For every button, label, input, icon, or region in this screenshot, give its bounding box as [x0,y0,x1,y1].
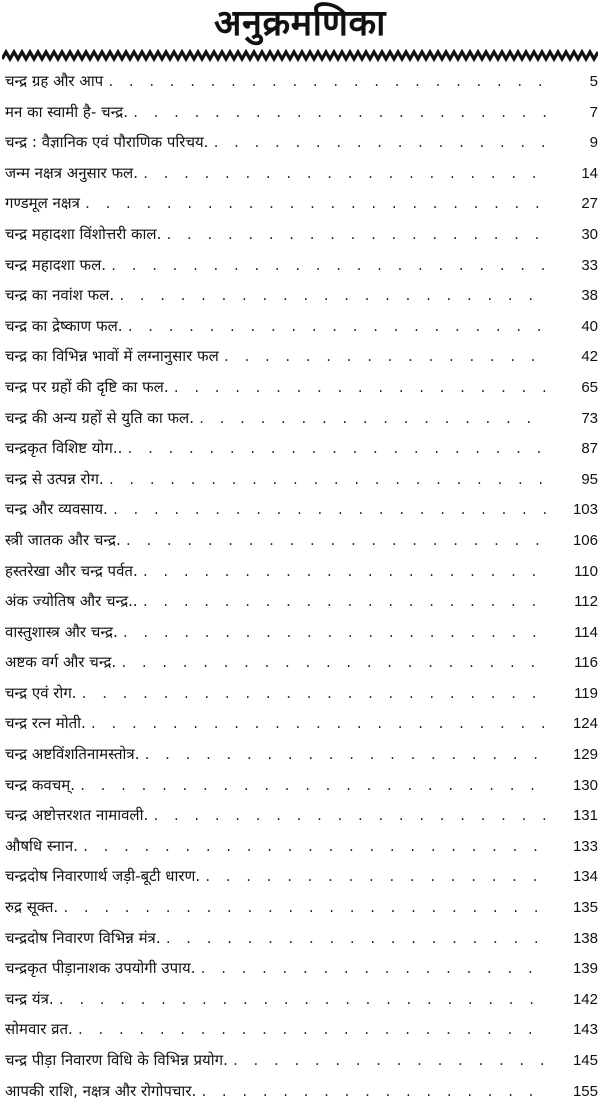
dot-leader [77,1015,546,1046]
dot-leader [118,281,546,312]
toc-entry[interactable] [5,556,600,587]
dot-leader [127,312,546,343]
dot-leader [58,985,546,1016]
toc-entry-title: चन्द्रदोष निवारणार्थ जड़ी-बूटी धारण. [5,867,201,886]
dot-leader [79,771,546,802]
dot-leader [198,404,546,435]
toc-entry[interactable] [5,433,600,464]
toc-entry-page: 7 [589,103,598,121]
toc-entry-page: 133 [572,837,598,855]
dot-leader [223,342,546,373]
toc-entry-page: 130 [572,776,598,794]
toc-entry-page: 119 [574,684,598,702]
toc-entry-title: चन्द्र से उत्पन्न रोग. [5,469,104,488]
toc-entry-page: 134 [572,868,598,886]
dot-leader [132,98,546,129]
toc-entry-page: 33 [581,256,598,274]
toc-entry-title: चन्द्रकृत पीड़ानाशक उपयोगी उपाय. [5,959,196,978]
toc-entry-page: 65 [581,378,598,396]
toc-entry-page: 14 [581,164,598,182]
toc-entry-title: चन्द्र कवचम्. [5,775,76,794]
toc-entry-page: 131 [572,807,598,825]
toc-entry-title: चन्द्र और व्यवसाय. [5,500,108,519]
toc-entry-page: 129 [572,746,598,764]
toc-entry-page: 142 [572,990,598,1008]
toc-entry-title: हस्तरेखा और चन्द्र पर्वत. [5,561,138,580]
dot-leader [152,801,546,832]
toc-entry-title: चन्द्रकृत विशिष्ट योग.. [5,439,123,458]
toc-entry-title: आपकी राशि, नक्षत्र और रोगोपचार. [5,1081,197,1100]
toc-entry-title: अंक ज्योतिष और चन्द्र.. [5,592,138,611]
toc-entry-title: स्त्री जातक और चन्द्र. [5,530,121,549]
dot-leader [212,128,546,159]
toc-entry-page: 124 [572,715,598,733]
dot-leader [84,189,546,220]
toc-entry[interactable] [5,280,600,311]
dot-leader [232,1046,546,1077]
toc-entry[interactable] [5,494,600,525]
toc-entry-page: 87 [581,440,598,458]
toc-entry-page: 116 [574,654,598,672]
dot-leader [107,67,546,98]
toc-entry-title: गण्डमूल नक्षत्र [5,194,80,213]
toc-entry-page: 139 [572,960,598,978]
toc-entry[interactable] [5,831,600,862]
toc-entry-page: 138 [572,929,598,947]
toc-entry-title: चन्द्र महादशा फल. [5,255,107,274]
toc-entry-page: 112 [574,593,598,611]
toc-entry-page: 143 [572,1021,598,1039]
dot-leader [108,465,546,496]
toc-entry[interactable] [5,127,600,158]
toc-entry-title: चन्द्र की अन्य ग्रहों से युति का फल. [5,408,194,427]
toc-entry-page: 38 [581,287,598,305]
toc-entry[interactable] [5,984,600,1015]
toc-entry[interactable] [5,923,600,954]
dot-leader [204,862,546,893]
toc-entry-page: 30 [581,225,598,243]
dot-leader [165,220,546,251]
toc-entry[interactable] [5,1076,600,1107]
toc-entry[interactable] [5,188,600,219]
toc-entry-title: वास्तुशास्त्र और चन्द्र. [5,622,118,641]
toc-entry-title: चन्द्र का द्रेष्काण फल. [5,316,123,335]
toc-entry[interactable] [5,647,600,678]
toc-entry-title: मन का स्वामी है- चन्द्र. [5,102,128,121]
toc-entry[interactable] [5,525,600,556]
toc-entry[interactable] [5,678,600,709]
toc-entry-title: चन्द्र ग्रह और आप [5,72,104,90]
dot-leader [90,709,546,740]
toc-entry-page: 114 [574,623,598,641]
toc-entry-title: चन्द्र का विभिन्न भावों में लग्नानुसार फल [5,347,219,366]
toc-entry-title: चन्द्र का नवांश फल. [5,286,115,305]
dot-leader [142,159,546,190]
toc-entry[interactable] [5,403,600,434]
toc-entry[interactable] [5,1014,600,1045]
toc-entry-title: चन्द्रदोष निवारण विभिन्न मंत्र. [5,928,161,947]
toc-entry-page: 95 [581,470,598,488]
table-of-contents [5,66,600,1106]
toc-entry[interactable] [5,97,600,128]
dot-leader [143,740,546,771]
dot-leader [126,434,546,465]
dot-leader [112,495,546,526]
toc-entry-title: चन्द्र यंत्र. [5,989,54,1008]
toc-entry[interactable] [5,341,600,372]
dot-leader [62,893,546,924]
toc-entry-title: सोमवार व्रत. [5,1020,73,1039]
toc-entry[interactable] [5,892,600,923]
toc-entry[interactable] [5,219,600,250]
dot-leader [165,924,546,955]
toc-entry-page: 9 [589,134,598,152]
toc-entry[interactable] [5,770,600,801]
toc-entry-title: औषधि स्नान. [5,836,78,855]
toc-entry-page: 155 [572,1082,598,1100]
toc-entry-title: चन्द्र : वैज्ञानिक एवं पौराणिक परिचय. [5,133,209,152]
toc-entry[interactable] [5,739,600,770]
toc-entry[interactable] [5,617,600,648]
toc-entry-page: 73 [581,409,598,427]
toc-entry-title: चन्द्र महादशा विंशोत्तरी काल. [5,224,162,243]
toc-entry-page: 110 [574,562,598,580]
toc-entry-title: अष्टक वर्ग और चन्द्र. [5,653,117,672]
dot-leader [82,832,546,863]
toc-entry[interactable] [5,372,600,403]
toc-entry[interactable] [5,953,600,984]
dot-leader [173,373,546,404]
toc-entry-page: 40 [581,317,598,335]
toc-entry[interactable] [5,861,600,892]
dot-leader [142,587,546,618]
toc-entry-page: 106 [572,531,598,549]
dot-leader [122,618,546,649]
toc-entry[interactable] [5,586,600,617]
toc-entry-title: चन्द्र एवं रोग. [5,683,77,702]
toc-entry-title: चन्द्र अष्टविंशतिनामस्तोत्र. [5,745,140,764]
toc-entry[interactable] [5,158,600,189]
toc-entry-page: 103 [572,501,598,519]
toc-entry-page: 42 [581,348,598,366]
toc-entry-page: 145 [572,1052,598,1069]
toc-entry-title: चन्द्र रत्न मोती. [5,714,86,733]
zigzag-divider [2,48,598,64]
toc-entry-page: 135 [572,899,598,917]
dot-leader [200,1077,546,1107]
dot-leader [110,251,546,282]
toc-entry[interactable] [5,311,600,342]
toc-entry-title: रुद्र सूक्त. [5,898,59,917]
toc-entry[interactable] [5,250,600,281]
dot-leader [125,526,546,557]
toc-entry[interactable] [5,1045,600,1076]
toc-entry[interactable] [5,708,600,739]
toc-entry-title: चन्द्र पर ग्रहों की दृष्टि का फल. [5,377,169,396]
page-title: अनुक्रमणिका [214,3,386,44]
dot-leader [200,954,547,985]
toc-entry-page: 27 [581,195,598,213]
toc-entry-title: जन्म नक्षत्र अनुसार फल. [5,163,138,182]
toc-entry-page: 5 [589,73,598,90]
dot-leader [81,679,546,710]
toc-entry[interactable] [5,464,600,495]
dot-leader [120,648,546,679]
toc-entry-title: चन्द्र पीड़ा निवारण विधि के विभिन्न प्रयोग. [5,1051,228,1069]
dot-leader [142,557,546,588]
toc-entry[interactable] [5,800,600,831]
toc-entry[interactable] [5,66,600,97]
toc-entry-title: चन्द्र अष्टोत्तरशत नामावली. [5,806,149,825]
